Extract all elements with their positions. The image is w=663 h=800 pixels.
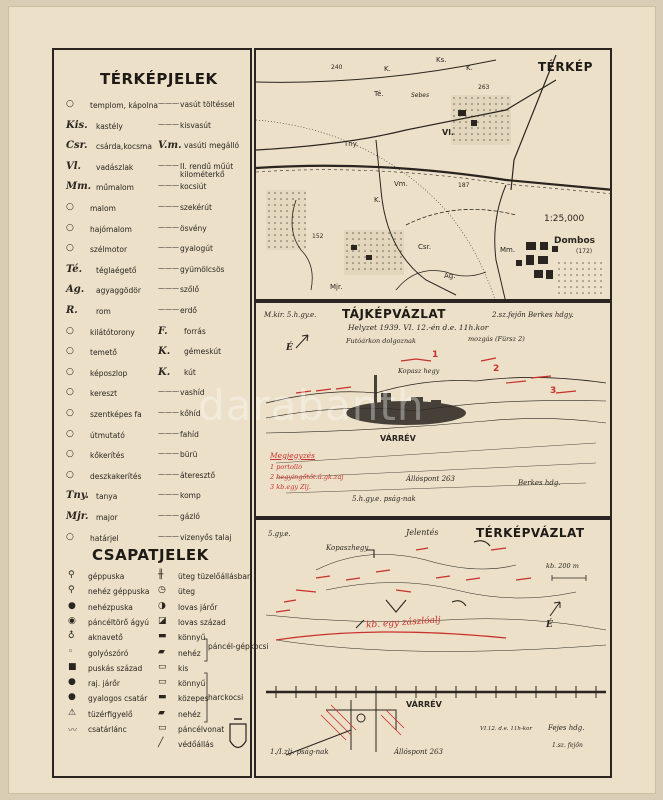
legend-label: útmutató: [90, 430, 125, 440]
legend-label: géppuska: [88, 572, 125, 581]
legend-label: kőkerítés: [90, 451, 125, 461]
map-label-dombos: Dombos: [554, 236, 596, 246]
sketch2-village: VÁRRÉV: [406, 700, 442, 709]
legend-label: páncélvonat: [178, 725, 225, 734]
line-symbol-icon: ———: [158, 284, 179, 293]
map-sketch-panel: [254, 518, 612, 778]
legend-label: kút: [184, 367, 196, 377]
map-title: TÉRKÉP: [538, 60, 593, 74]
legend-label: páncéltörő ágyú: [88, 617, 150, 627]
legend-label: forrás: [184, 326, 206, 336]
sketch2-recipient: 1./I.zlj. pság-nak: [270, 748, 329, 756]
sketch1-north: É: [286, 343, 293, 353]
sketch1-note-item: 1 portolló: [270, 463, 302, 471]
map-symbol-mark: Mm.: [66, 181, 92, 193]
troop-symbol-icon: ■: [68, 661, 77, 672]
legend-label: szőlő: [180, 285, 200, 295]
legend-label: lovas század: [178, 617, 226, 627]
svg-text:1: 1: [432, 350, 439, 360]
line-symbol-icon: ———: [158, 511, 179, 519]
legend-label: vadászlak: [96, 162, 134, 172]
legend-label: golyószóró: [88, 648, 129, 658]
sketch2-north: É: [546, 620, 553, 630]
troop-symbol-icon: ╫: [158, 570, 164, 580]
map-label-k3: K.: [466, 64, 473, 72]
map-label-k1: K.: [384, 65, 391, 73]
troop-symbol-icon: ♁: [68, 631, 75, 642]
line-symbol-icon: ———: [158, 263, 179, 272]
legend-label: tanya: [96, 492, 118, 502]
sketch1-unit: 5.h.gy.e. pság-nak: [352, 495, 416, 503]
legend-label: nehéz: [178, 709, 201, 719]
mill-icon: ○: [66, 202, 74, 212]
line-symbol-icon: ———: [158, 469, 179, 478]
troop-symbol-icon: 〰: [68, 726, 78, 736]
map-label-vm: Vm.: [394, 180, 408, 188]
map-symbol-mark: Vl.: [66, 160, 82, 172]
line-symbol-icon: ———: [158, 408, 179, 416]
troop-symbol-icon: ▭: [158, 677, 167, 688]
map-label-k2: K.: [374, 196, 381, 204]
line-symbol-icon: ———: [158, 428, 179, 437]
troop-symbol-icon: ▰: [158, 646, 165, 657]
sketch2-battalion-note: kb. egy zászlóalj: [365, 615, 442, 631]
legend-label: üteg tüzelőállásban: [178, 572, 252, 581]
sketch2-sender: 1.sz. fejőn: [552, 742, 583, 749]
sketch1-hill: Kopasz hegy: [398, 367, 440, 375]
sketch1-position: Állóspont 263: [406, 475, 455, 483]
board-fence-icon: ○: [66, 469, 74, 480]
line-symbol-icon: ———: [158, 222, 179, 231]
troop-symbol-icon: ⚠: [68, 707, 77, 718]
legend-label: kis: [178, 663, 189, 673]
troop-symbol-icon: ╱: [158, 738, 164, 749]
line-symbol-icon: ———: [158, 387, 179, 396]
troop-symbol-icon: ▬: [158, 692, 167, 703]
legend-label: bürü: [180, 450, 198, 460]
legend-label: aknavető: [88, 633, 123, 643]
map-label-187: 187: [458, 182, 470, 189]
svg-text:3: 3: [550, 386, 557, 396]
signpost-icon: ○: [66, 428, 74, 439]
legend-label: II. rendű műút kilométerkő: [180, 161, 234, 179]
map-label-263: 263: [478, 84, 490, 91]
sketch2-position: Állóspont 263: [394, 748, 443, 756]
ship-mill-icon: ○: [66, 222, 74, 233]
legend-label: lovas járőr: [178, 602, 218, 612]
boundary-icon: ○: [66, 531, 74, 542]
legend-label: gémeskút: [184, 347, 222, 357]
legend-title-map-symbols: TÉRKÉPJELEK: [100, 70, 218, 88]
troop-symbol-icon: ●: [68, 600, 76, 611]
legend-label: nehéz: [178, 648, 201, 658]
map-symbol-mark: V.m.: [158, 140, 182, 152]
legend-label: vasúti megálló: [184, 141, 240, 151]
topographic-map-panel: [254, 48, 612, 301]
legend-label: könnyű: [178, 633, 206, 643]
legend-label: határjel: [90, 533, 119, 543]
troop-symbol-icon: ▭: [158, 661, 167, 672]
legend-label: téglaégető: [96, 265, 137, 275]
line-symbol-icon: ———: [158, 160, 179, 169]
cross-icon: ○: [66, 387, 74, 398]
legend-label: erdő: [180, 306, 197, 315]
legend-label: gázló: [180, 512, 200, 521]
legend-label: kilátótorony: [90, 327, 135, 337]
legend-label: puskás század: [88, 663, 143, 673]
shrine-icon: ○: [66, 366, 74, 377]
legend-label: szélmotor: [90, 245, 128, 255]
sketch1-situation: Helyzet 1939. VI. 12.-én d.e. 11h.kor: [348, 323, 489, 332]
line-symbol-icon: ———: [158, 202, 179, 210]
legend-label: kőhíd: [180, 409, 201, 418]
sketch2-scale-label: kb. 200 m: [546, 562, 579, 570]
legend-label: hajómalom: [90, 224, 132, 234]
troop-symbol-icon: ◪: [158, 615, 167, 626]
sketch1-title: TÁJKÉPVÁZLAT: [342, 307, 446, 321]
legend-label: üteg: [178, 587, 196, 597]
legend-label: raj. járőr: [88, 679, 120, 689]
map-label-sebes: Sebes: [411, 92, 430, 99]
legend-label: kereszt: [90, 389, 118, 399]
legend-label: agyaggödör: [96, 286, 141, 296]
legend-label: komp: [180, 491, 201, 501]
map-symbol-mark: Ag.: [66, 284, 85, 296]
troop-symbol-icon: ◉: [68, 615, 76, 626]
map-sketch: [256, 520, 612, 778]
legend-label: ösvény: [180, 223, 207, 233]
legend-label: major: [96, 513, 118, 522]
map-symbol-mark: K.: [158, 366, 171, 378]
legend-label: tüzérfigyelő: [88, 709, 133, 719]
map-symbol-mark: R.: [66, 305, 78, 316]
map-label-te: Té.: [374, 90, 384, 98]
map-sheet: [8, 6, 656, 794]
map-symbol-mark: Mjr.: [66, 511, 89, 522]
map-symbol-mark: Té.: [66, 263, 83, 275]
legend-label: malom: [90, 204, 116, 213]
line-symbol-icon: ———: [158, 119, 179, 128]
legend-label: vasút töltéssel: [180, 100, 235, 109]
sketch1-note-item: 2 hegyingőtőt.ű.gk.zaj: [270, 473, 344, 481]
troop-symbol-icon: ●: [68, 677, 76, 688]
troop-symbol-icon: ◑: [158, 600, 166, 611]
sketch1-note-item: 3 kb.egy Zlj.: [270, 483, 311, 491]
legend-label: nehéz géppuska: [88, 587, 150, 597]
legend-label: fahíd: [180, 429, 199, 439]
sketch2-hill: Kopaszhegy: [326, 544, 369, 552]
group-armored-car: páncél-gépkocsi: [208, 642, 269, 651]
map-label-172: (172): [576, 248, 593, 255]
sketch1-village: VÁRRÉV: [380, 434, 416, 443]
line-symbol-icon: ———: [158, 305, 179, 313]
map-symbol-mark: Csr.: [66, 140, 88, 152]
legend-title-troop-symbols: CSAPATJELEK: [92, 546, 209, 564]
sketch1-header-left: M.kir. 5.h.gy.e.: [264, 311, 317, 319]
legend-label: áteresztő: [180, 470, 216, 480]
line-symbol-icon: ———: [158, 99, 179, 107]
line-symbol-icon: ———: [158, 490, 179, 499]
legend-label: műmalom: [96, 183, 134, 193]
sketch1-note2: mozgás (Fürsz 2): [468, 335, 525, 343]
tree-shrine-icon: ○: [66, 408, 74, 418]
legend-label: gyalogos csatár: [88, 694, 148, 704]
legend-label: képoszlop: [90, 368, 128, 378]
legend-label: templom, kápolna: [90, 101, 158, 110]
map-label-mm: Mm.: [500, 246, 516, 254]
troop-symbol-icon: ▬: [158, 631, 167, 642]
legend-label: könnyű: [178, 679, 206, 689]
troop-symbol-icon: ◷: [158, 585, 166, 596]
legend-label: gyümölcsös: [180, 264, 225, 274]
sketch2-time: VI.12. d.e. 11h-kor: [480, 726, 533, 732]
legend-label: deszkakerítés: [90, 471, 142, 481]
map-label-152: 152: [312, 233, 324, 240]
wind-motor-icon: ○: [66, 243, 74, 254]
line-symbol-icon: ———: [158, 531, 179, 540]
legend-label: védőállás: [178, 740, 214, 750]
sketch2-report: Jelentés: [406, 528, 439, 537]
map-symbol-mark: F.: [158, 325, 168, 337]
legend-label: kisvasút: [180, 120, 211, 130]
legend-label: kocsiút: [180, 182, 207, 192]
sketch1-header-right: 2.sz.fejőn Berkes hdgy.: [492, 311, 574, 319]
troop-symbol-icon: ▰: [158, 707, 165, 718]
legend-label: rom: [96, 307, 111, 316]
map-label-tny: Tny.: [344, 140, 359, 148]
map-label-240: 240: [331, 64, 343, 71]
map-symbol-mark: Kis.: [66, 119, 88, 131]
svg-text:2: 2: [493, 364, 500, 374]
map-label-ag: Ag.: [444, 272, 456, 280]
watermark: darabanth: [198, 381, 425, 430]
legend-label: szentképes fa: [90, 410, 142, 419]
sketch1-notes-title: Megjegyzés: [270, 451, 315, 460]
sketch2-signature: Fejes hdg.: [548, 724, 585, 732]
troop-symbol-icon: ▭: [158, 723, 167, 733]
map-symbol-mark: K.: [158, 346, 171, 358]
map-symbol-mark: Tny.: [66, 490, 89, 502]
legend-label: vizenyős talaj: [180, 532, 232, 542]
troop-symbol-icon: ⚲: [68, 585, 75, 596]
legend-label: kastély: [96, 121, 123, 131]
church-icon: ○: [66, 99, 74, 109]
sketch2-title: TÉRKÉPVÁZLAT: [476, 526, 585, 540]
line-symbol-icon: ———: [158, 449, 179, 458]
group-tank: harckocsi: [208, 693, 244, 702]
map-scale: 1:25,000: [544, 214, 585, 224]
troop-symbol-icon: ⚲: [68, 570, 75, 580]
map-label-csr: Csr.: [418, 243, 431, 251]
tower-icon: ○: [66, 325, 74, 336]
map-label-mjr: Mjr.: [330, 283, 343, 291]
legend-label: nehézpuska: [88, 602, 133, 612]
troop-symbol-icon: ●: [68, 692, 76, 703]
stone-fence-icon: ○: [66, 449, 74, 460]
line-symbol-icon: ———: [158, 181, 179, 190]
troop-symbol-icon: ◦: [68, 646, 74, 657]
map-label-ks: Ks.: [436, 56, 447, 64]
legend-label: temető: [90, 348, 118, 358]
legend-label: szekérút: [180, 203, 212, 212]
legend-label: csatárlánc: [88, 725, 127, 734]
legend-label: közepes: [178, 694, 209, 704]
legend-label: gyalogút: [180, 244, 213, 254]
map-label-vl: Vl.: [442, 128, 454, 137]
sketch1-note1: Futóárkon dolgoznak: [346, 337, 416, 345]
topographic-map: [256, 50, 612, 301]
sketch2-unit-left: 5.gy.e.: [268, 530, 291, 538]
sketch1-signature: Berkes hdg.: [518, 479, 561, 487]
legend-label: vashíd: [180, 388, 205, 398]
cemetery-icon: ○: [66, 346, 74, 357]
line-symbol-icon: ———: [158, 243, 179, 252]
legend-label: csárda,kocsma: [96, 142, 152, 152]
